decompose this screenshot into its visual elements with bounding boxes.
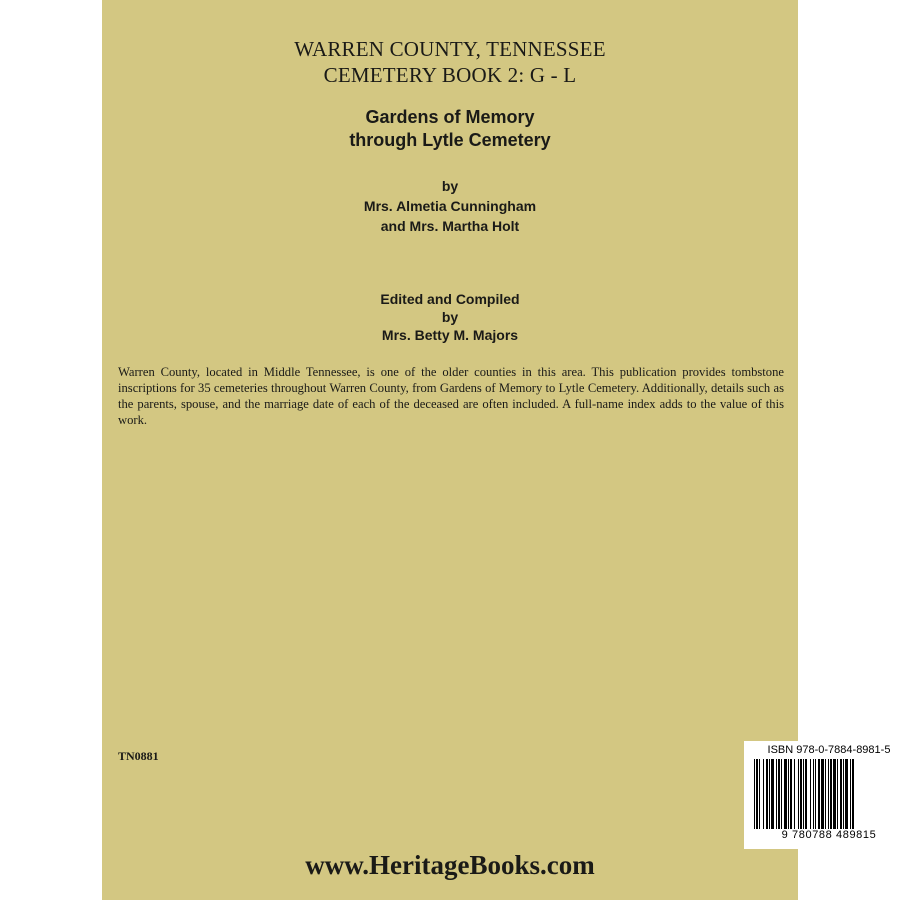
barcode-bar bbox=[813, 759, 814, 829]
back-cover bbox=[102, 0, 891, 900]
barcode-bar bbox=[810, 759, 811, 829]
item-code: TN0881 bbox=[118, 749, 159, 763]
editor-by-label: by bbox=[441, 309, 459, 325]
barcode-bar bbox=[825, 759, 826, 829]
subtitle-line-1: Gardens of Memory bbox=[365, 107, 535, 127]
barcode-bar bbox=[850, 759, 851, 829]
editor bbox=[102, 290, 798, 344]
editor-name: Mrs. Betty M. Majors bbox=[381, 327, 519, 343]
barcode-bar bbox=[843, 759, 844, 829]
barcode-bar bbox=[840, 759, 842, 829]
barcode-bar bbox=[837, 759, 838, 829]
barcode-bar bbox=[845, 759, 848, 829]
barcode-bar bbox=[778, 759, 780, 829]
barcode-bar bbox=[815, 759, 816, 829]
barcode-bar bbox=[766, 759, 768, 829]
barcode-bar bbox=[788, 759, 789, 829]
book-description: Warren County, located in Middle Tennessee, is one of the older counties in this area. This publication provides tombstone inscriptions for 35 cemeteries throughout Warren County, from Gardens of Memory to Lytle Cemetery. Additionally, details such as the parents, spouse, and the marriage date of each of the deceased are often included. A full-name index adds to the value of this work. bbox=[118, 365, 784, 427]
barcode-bar bbox=[852, 759, 854, 829]
barcode-bar bbox=[784, 759, 787, 829]
title-line-1: WARREN COUNTY, TENNESSEE bbox=[294, 37, 606, 61]
title-line-2: CEMETERY BOOK 2: G - L bbox=[323, 63, 577, 87]
barcode-bar bbox=[776, 759, 777, 829]
barcode-bar bbox=[828, 759, 829, 829]
barcode-bar bbox=[771, 759, 774, 829]
book-title bbox=[102, 36, 798, 88]
edited-compiled-label: Edited and Compiled bbox=[380, 291, 520, 307]
barcode-bar bbox=[821, 759, 824, 829]
subtitle-line-2: through Lytle Cemetery bbox=[349, 130, 551, 150]
barcode-bar bbox=[805, 759, 807, 829]
barcode-digits: 9 780788 489815 bbox=[781, 829, 877, 841]
author-2: and Mrs. Martha Holt bbox=[380, 218, 520, 234]
barcode-bar bbox=[790, 759, 792, 829]
barcode bbox=[744, 741, 900, 849]
barcode-bar bbox=[803, 759, 804, 829]
barcode-bar bbox=[818, 759, 820, 829]
barcode-bar bbox=[754, 759, 755, 829]
barcode-bar bbox=[769, 759, 770, 829]
barcode-bar bbox=[830, 759, 832, 829]
barcode-bar bbox=[798, 759, 799, 829]
website-url: www.HeritageBooks.com bbox=[305, 850, 595, 880]
barcode-bar bbox=[794, 759, 795, 829]
barcode-bar bbox=[759, 759, 760, 829]
isbn-text: ISBN 978-0-7884-8981-5 bbox=[767, 744, 891, 756]
barcode-bar bbox=[781, 759, 782, 829]
barcode-bar bbox=[800, 759, 802, 829]
barcode-bar bbox=[833, 759, 836, 829]
authors bbox=[102, 176, 798, 236]
barcode-bar bbox=[756, 759, 758, 829]
book-subtitle bbox=[102, 106, 798, 152]
by-label: by bbox=[441, 178, 459, 194]
barcode-bars bbox=[752, 759, 900, 829]
author-1: Mrs. Almetia Cunningham bbox=[363, 198, 537, 214]
barcode-bar bbox=[763, 759, 764, 829]
